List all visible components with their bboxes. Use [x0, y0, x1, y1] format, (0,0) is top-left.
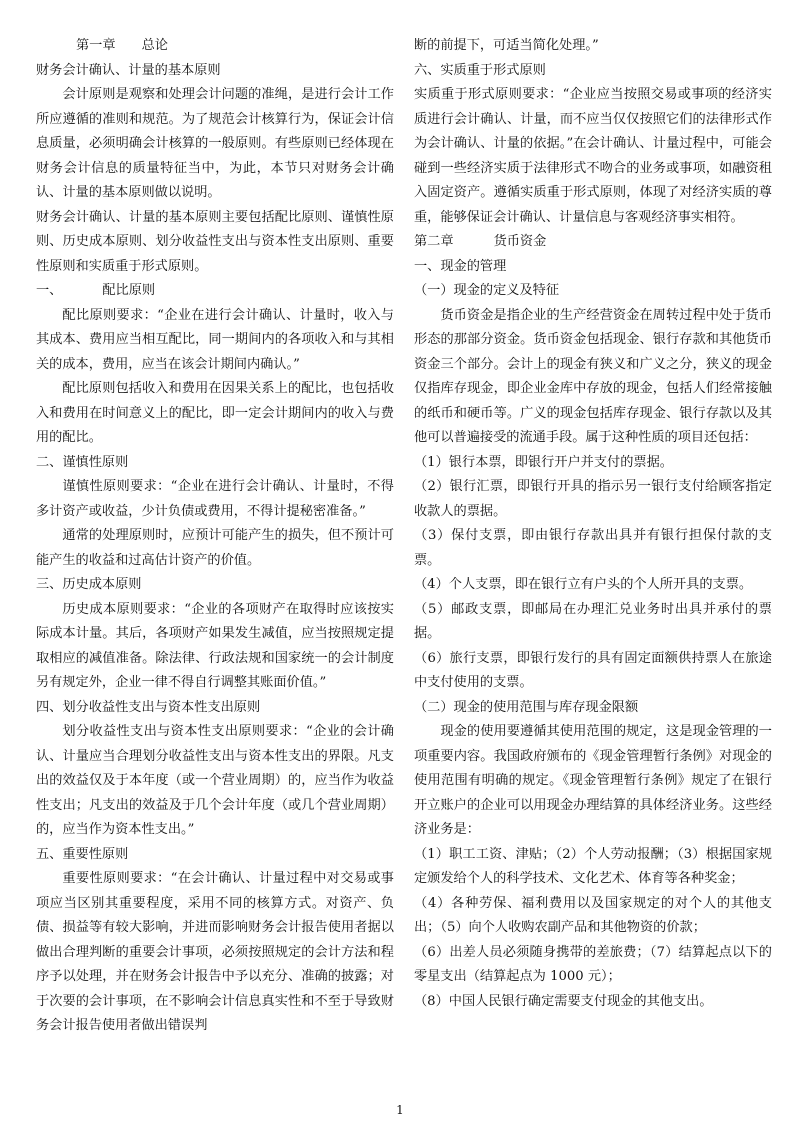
section-heading: 二、谨慎性原则 — [36, 454, 129, 470]
right-column — [414, 34, 772, 1014]
section-heading: 五、重要性原则 — [36, 846, 129, 862]
list-item: （2）银行汇票，即银行开具的指示另一银行支付给顾客指定收款人的票据。 — [414, 479, 772, 519]
section-subtitle: 财务会计确认、计量的基本原则 — [36, 62, 221, 78]
chapter-2-number: 第二章 — [414, 234, 454, 249]
paragraph: 现金的使用要遵循其使用范围的规定，这是现金管理的一项重要内容。我国政府颁布的《现金管理暂行条例》对现金的使用范围有明确的规定。《现金管理暂行条例》规定了在银行开立账户的企业可以用现金办理结算的具体经济业务。这些经济业务是： — [414, 724, 772, 837]
paragraph: 会计原则是观察和处理会计问题的准绳，是进行会计工作所应遵循的准则和规范。为了规范会计核算行为，保证会计信息质量，必须明确会计核算的一般原则。有些原则已经体现在财务会计信息的质量特征当中，为此，本节只对财务会计确认、计量的基本原则做以说明。 — [36, 87, 394, 200]
left-column — [36, 34, 394, 1039]
section-heading: 三、历史成本原则 — [36, 577, 142, 592]
paragraph: 谨慎性原则要求：“企业在进行会计确认、计量时，不得多计资产或收益，少计负债或费用，不得计提秘密准备。” — [36, 479, 394, 519]
chapter-2-heading — [414, 230, 772, 255]
section-heading: 四、划分收益性支出与资本性支出原则 — [36, 699, 261, 715]
list-item: （4）个人支票，即在银行立有户头的个人所开具的支票。 — [414, 577, 753, 592]
section-heading: 六、实质重于形式原则 — [414, 62, 546, 78]
chapter-1-number: 第一章 — [76, 38, 116, 53]
subsection-heading: （一）现金的定义及特征 — [414, 283, 560, 298]
paragraph: 财务会计确认、计量的基本原则主要包括配比原则、谨慎性原则、历史成本原则、划分收益性支出与资本性支出原则、重要性原则和实质重于形式原则。 — [36, 209, 394, 274]
paragraph: 货币资金是指企业的生产经营资金在周转过程中处于货币形态的那部分资金。货币资金包括现金、银行存款和其他货币资金三个部分。会计上的现金有狭义和广义之分，狭义的现金仅指库存现金，即企业金库中存放的现金，包括人们经常接触的纸币和硬币等。广义的现金包括库存现金、银行存款以及其他可以普遍接受的流通手段。属于这种性质的项目还包括： — [414, 307, 772, 445]
list-item: （8）中国人民银行确定需要支付现金的其他支出。 — [414, 993, 713, 1009]
section-heading — [36, 279, 394, 304]
list-item: （4）各种劳保、福利费用以及国家规定的对个人的其他支出；（5）向个人收购农副产品和其他物资的价款； — [414, 895, 772, 935]
list-item: （5）邮政支票，即邮局在办理汇兑业务时出具并承付的票据。 — [414, 601, 772, 641]
chapter-1-title: 总论 — [141, 38, 168, 53]
list-item: （6）出差人员必须随身携带的差旅费；（7）结算起点以下的零星支出（结算起点为 1000 元）； — [414, 944, 772, 984]
section-title: 配比原则 — [102, 283, 156, 298]
paragraph: 实质重于形式原则要求：“企业应当按照交易或事项的经济实质进行会计确认、计量，而不应当仅仅按照它们的法律形式作为会计确认、计量的依据。”在会计确认、计量过程中，可能会碰到一些经济实质于法律形式不吻合的业务或事项，如融资租入固定资产。遵循实质重于形式原则，体现了对经济实质的尊重，能够保证会计确认、计量信息与客观经济事实相符。 — [414, 87, 772, 225]
paragraph: 通常的处理原则时，应预计可能产生的损失，但不预计可能产生的收益和过高估计资产的价值。 — [36, 528, 394, 568]
list-item: （3）保付支票，即由银行存款出具并有银行担保付款的支票。 — [414, 528, 772, 568]
section-number: 一、 — [36, 283, 63, 298]
paragraph: 配比原则要求：“企业在进行会计确认、计量时，收入与其成本、费用应当相互配比，同一期间内的各项收入和与其相关的成本，费用，应当在该会计期间内确认。” — [36, 307, 394, 372]
chapter-2-title: 货币资金 — [493, 234, 547, 249]
list-item: （1）银行本票，即银行开户并支付的票据。 — [414, 454, 673, 470]
paragraph: 配比原则包括收入和费用在因果关系上的配比，也包括收入和费用在时间意义上的配比，即一定会计期间内的收入与费用的配比。 — [36, 381, 394, 445]
paragraph: 历史成本原则要求：“企业的各项财产在取得时应该按实际成本计量。其后，各项财产如果发生减值，应当按照规定提取相应的减值准备。除法律、行政法规和国家统一的会计制度另有规定外，企业一律不得自行调整其账面价值。” — [36, 601, 394, 690]
list-item: （1）职工工资、津贴；（2）个人劳动报酬；（3）根据国家规定颁发给个人的科学技术、文化艺术、体育等各种奖金； — [414, 846, 772, 886]
paragraph: 重要性原则要求：“在会计确认、计量过程中对交易或事项应当区别其重要程度，采用不同的核算方式。对资产、负债、损益等有较大影响，并进而影响财务会计报告使用者据以做出合理判断的重要会计事项，必须按照规定的会计方法和程序予以处理，并在财务会计报告中予以充分、准确的披露；对于次要的会计事项，在不影响会计信息真实性和不至于导致财务会计报告使用者做出错误判 — [36, 871, 394, 1033]
chapter-1-heading — [36, 34, 394, 59]
page-number: 1 — [396, 1103, 404, 1117]
paragraph: 划分收益性支出与资本性支出原则要求：“企业的会计确认、计量应当合理划分收益性支出与资本性支出的界限。凡支出的效益仅及于本年度（或一个营业周期）的，应当作为收益性支出；凡支出的效益及于几个会计年度（或几个营业周期）的，应当作为资本性支出。” — [36, 724, 394, 837]
section-heading: 一、现金的管理 — [414, 258, 507, 274]
paragraph: 断的前提下，可适当简化处理。” — [414, 38, 599, 53]
list-item: （6）旅行支票，即银行发行的具有固定面额供持票人在旅途中支付使用的支票。 — [414, 650, 772, 690]
subsection-heading: （二）现金的使用范围与库存现金限额 — [414, 699, 639, 715]
